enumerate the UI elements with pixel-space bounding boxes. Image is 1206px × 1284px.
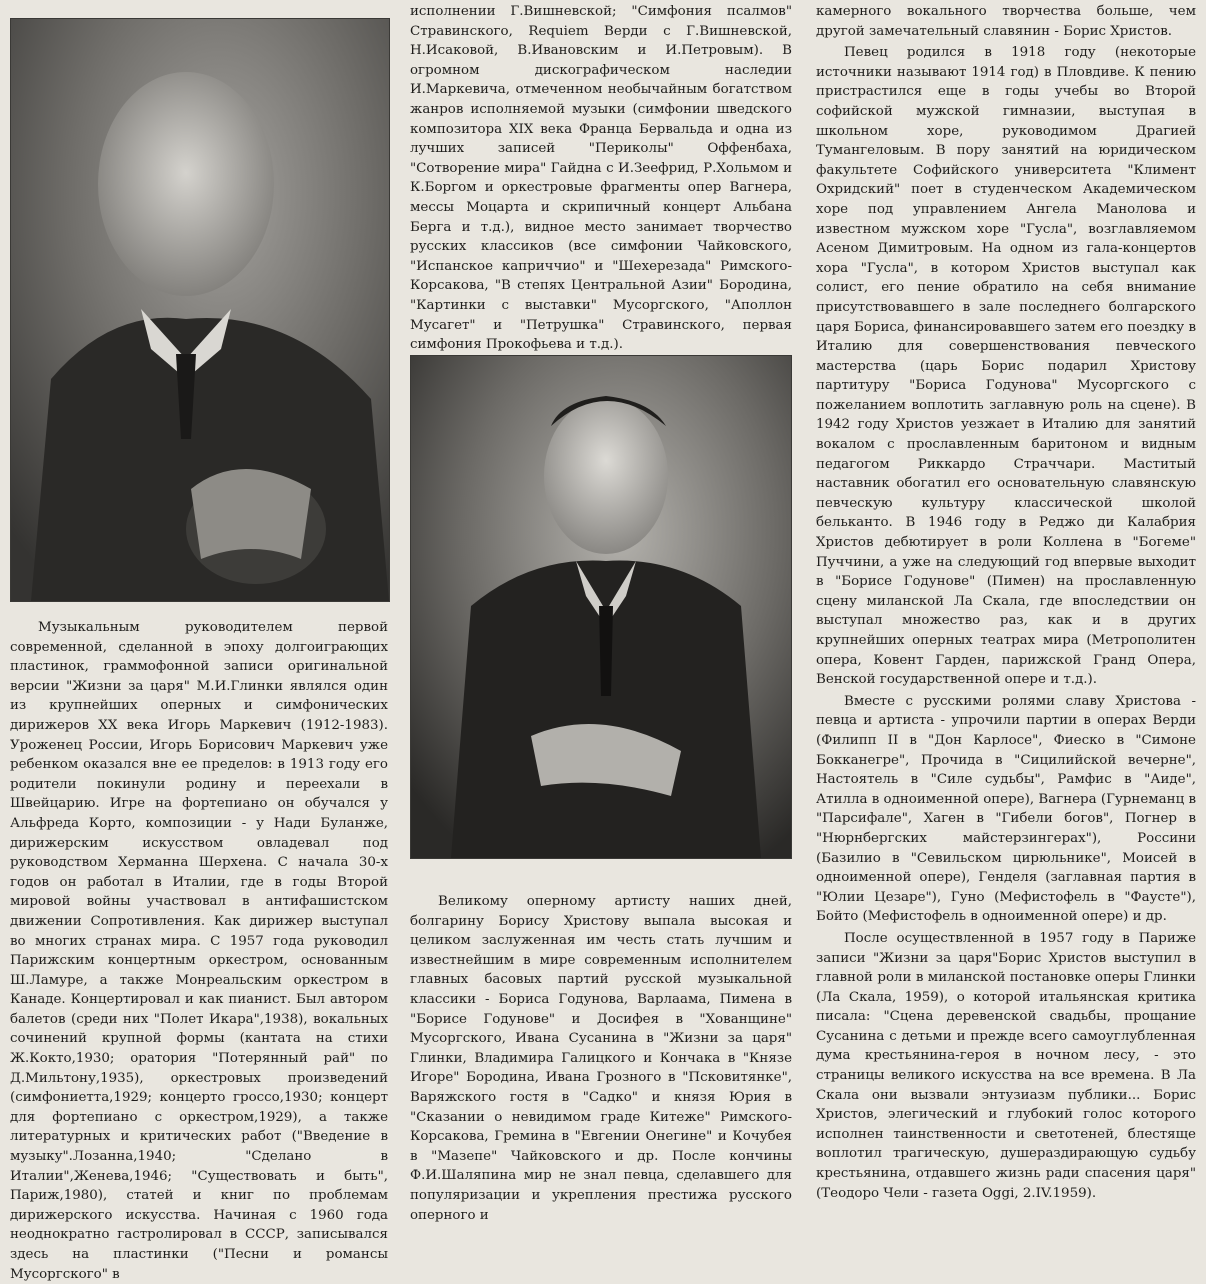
paragraph: Великому оперному артисту наших дней, болгарину Борису Христову выпала высокая и целиком заслуженная им честь стать лучшим и известнейшим в мире современным исполнителем главных басовых партий русской музыкальной классики - Бориса Годунова, Варлаама, Пимена в "Борисе Годунове" и Досифея в "Хованщине" Мусоргского, Ивана Сусанина в "Жизни за царя" Глинки, Владимира Галицкого и Кончака в "Князе Игоре" Бородина, Ивана Грозного в "Псковитянке", Варяжского гостя в "Садко" и князя Юрия в "Сказании о невидимом граде Китеже" Римского-Корсакова, Гремина в "Евгении Онегине" и Кочубея в "Мазепе" Чайковского и др. После кончины Ф.И.Шаляпина мир не знал певца, сделавшего для популяризации и укрепления престижа русского оперного и (410, 894, 792, 1223)
paragraph: После осуществленной в 1957 году в Париже записи "Жизни за царя"Борис Христов выступил в главной роли в миланской постановке оперы Глинки (Ла Скала, 1959), о которой итальянская критика писала: "Сцена деревенской свадьбы, прощание Сусанина с детьми и прежде всего самоуглубленная дума крестьянина-героя в ночном лесу, - это страницы великого искусства на все времена. В Ла Скала они вызвали энтузиазм публики... Борис Христов, элегический и глубокий голос которого исполнен таинственности и светотеней, блестяще воплотил трагическую, душераздирающую судьбу крестьянина, отдавшего жизнь ради спасения царя" (Теодоро Чели - газета Oggi, 2.IV.1959). (816, 930, 1196, 1201)
right-column-text (816, 2, 1196, 1203)
paragraph: камерного вокального творчества больше, чем другой замечательный славянин - Борис Христов. (816, 4, 1196, 39)
portrait-photo-markevich (10, 18, 390, 602)
paragraph: исполнении Г.Вишневской; "Симфония псалмов" Стравинского, Requiem Верди с Г.Вишневской, Н.Исаковой, В.Ивановским и И.Петровым). В огромном дискографическом наследии И.Маркевича, отмеченном необычайным богатством жанров исполняемой музыки (симфонии шведского композитора XIX века Франца Бервальда и одна из лучших записей "Периколы" Оффенбаха, "Сотворение мира" Гайдна с И.Зеефрид, Р.Хольмом и К.Боргом и оркестровые фрагменты опер Вагнера, мессы Моцарта и скрипичный концерт Альбана Берга и т.д.), видное место занимает творчество русских классиков (все симфонии Чайковского, "Испанское каприччио" и "Шехерезада" Римского-Корсакова, "В степях Центральной Азии" Бородина, "Картинки с выставки" Мусоргского, "Аполлон Мусагет" и "Петрушка" Стравинского, первая симфония Прокофьева и т.д.). (410, 4, 792, 353)
paragraph: Певец родился в 1918 году (некоторые источники называют 1914 год) в Пловдиве. К пению пристрастился еще в годы учебы во Второй софийской мужской гимназии, выступая в школьном хоре, руководимом Драгией Тумангеловым. В пору занятий на юридическом факультете Софийского университета "Климент Охридский" поет в студенческом Академическом хоре под управлением Ангела Манолова и известном мужском хоре "Гусла", возглавляемом Асеном Димитровым. На одном из гала-концертов хора "Гусла", в котором Христов выступал как солист, его пение обратило на себя внимание присутствовавшего в зале последнего болгарского царя Бориса, финансировавшего затем его поездку в Италию для совершенствования певческого мастерства (царь Борис подарил Христову партитуру "Бориса Годунова" Мусоргского с пожеланием воплотить заглавную роль на сцене). В 1942 году Христов уезжает в Италию для занятий вокалом с прославленным баритоном и видным педагогом Риккардо Страччари. Маститый наставник обогатил его основательную славянскую певческую культуру классической школой бельканто. В 1946 году в Реджо ди Калабрия Христов дебютирует в роли Коллена в "Богеме" Пуччини, а уже на следующий год впервые выходит в "Борисе Годунове" (Пимен) на прославленную сцену миланской Ла Скала, где впоследствии он выступал множество раз, как и в других крупнейших оперных театрах мира (Метрополитен опера, Ковент Гарден, парижской Гранд Опера, Венской государственной опере и т.д.). (816, 45, 1196, 688)
middle-column-bottom-text (410, 892, 792, 1225)
portrait-photo-christoff (410, 355, 792, 859)
paragraph: Музыкальным руководителем первой современной, сделанной в эпоху долгоиграющих пластинок, граммофонной записи оригинальной версии "Жизни за царя" М.И.Глинки являлся один из крупнейших оперных и симфонических дирижеров XX века Игорь Маркевич (1912-1983). Уроженец России, Игорь Борисович Маркевич уже ребенком оказался вне ее пределов: в 1913 году его родители покинули родину и переехали в Швейцарию. Игре на фортепиано он обучался у Альфреда Корто, композиции - у Нади Буланже, дирижерским искусством овладевал под руководством Херманна Шерхена. С начала 30-х годов он работал в Италии, где в годы Второй мировой войны участвовал в антифашистском движении Сопротивления. Как дирижер выступал во многих странах мира. С 1957 года руководил Парижским концертным оркестром, основанным Ш.Ламуре, а также Монреальским оркестром в Канаде. Концертировал и как пианист. Был автором балетов (среди них "Полет Икара",1938), вокальных сочинений крупной формы (кантата на стихи Ж.Кокто,1930; оратория "Потерянный рай" по Д.Мильтону,1935), оркестровых произведений (симфониетта,1929; концерто гроссо,1930; концерт для фортепиано с оркестром,1929), а также литературных и критических работ ("Введение в музыку".Лозанна,1940; "Сделано в Италии",Женева,1946; "Существовать и быть", Париж,1980), статей и книг по проблемам дирижерского искусства. Начиная с 1960 года неоднократно гастролировал в СССР, записывался здесь на пластинки ("Песни и романсы Мусоргского" в (10, 620, 388, 1282)
middle-column-top-text (410, 2, 792, 355)
left-column-text (10, 618, 388, 1284)
paragraph: Вместе с русскими ролями славу Христова - певца и артиста - упрочили партии в операх Верди (Филипп II в "Дон Карлосе", Фиеско в "Симоне Бокканегре", Прочида в "Сицилийской вечерне", Настоятель в "Силе судьбы", Рамфис в "Аиде", Атилла в одноименной опере), Вагнера (Гурнеманц в "Парсифале", Хаген в "Гибели богов", Погнер в "Нюрнбергских майстерзингерах"), Россини (Базилио в "Севильском цирюльнике", Моисей в одноименной опере), Генделя (заглавная партия в "Юлии Цезаре"), Гуно (Мефистофель в "Фаусте"), Бойто (Мефистофель в одноименной опере) и др. (816, 693, 1196, 925)
